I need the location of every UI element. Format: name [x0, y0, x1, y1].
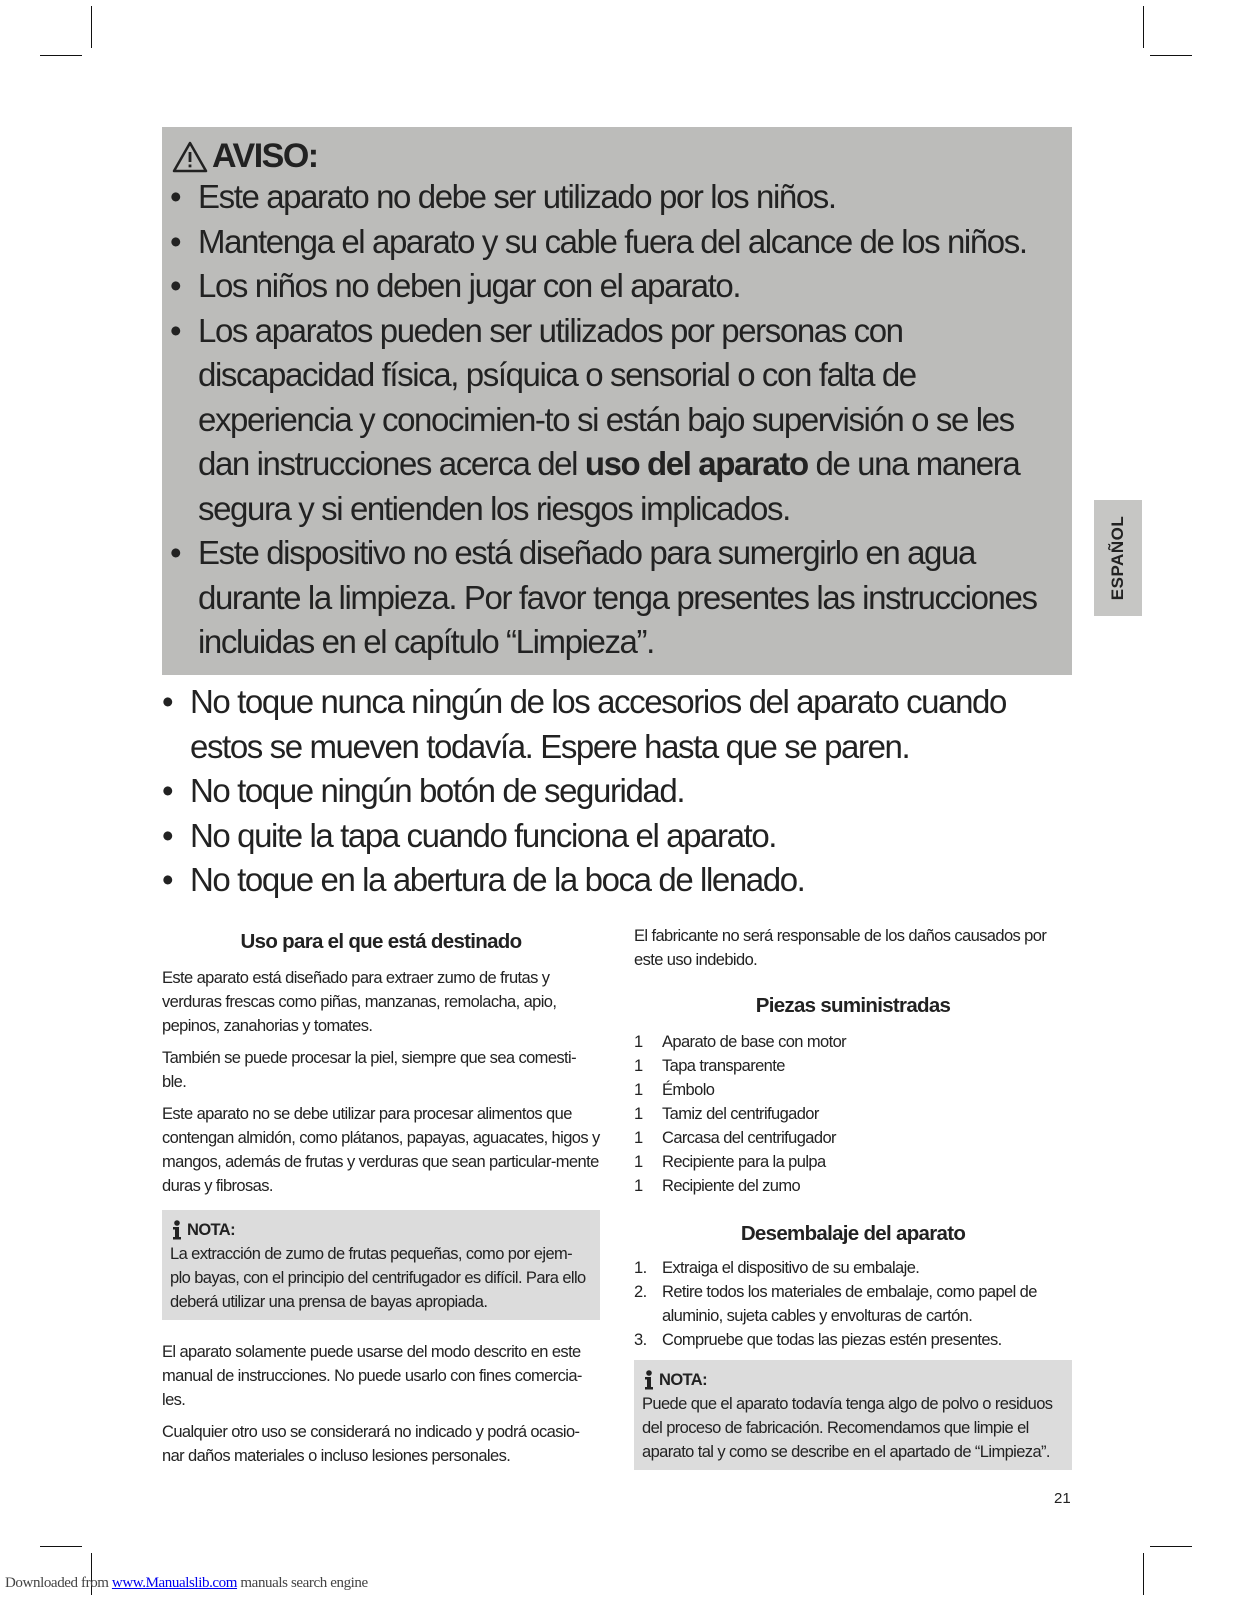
footer: Downloaded from www.Manualslib.com manuals search engine — [5, 1575, 368, 1591]
warning-item: • Este dispositivo no está diseñado para sumergirlo en agua durante la limpieza. Por favor tenga presentes las instrucciones incluidas en el capítulo “Limpieza”. — [162, 531, 1072, 665]
note-header — [170, 1218, 590, 1242]
info-icon — [170, 1220, 184, 1240]
list-item: 1 Tamiz del centrifugador — [634, 1105, 819, 1123]
crop-mark — [1150, 55, 1192, 56]
list-item: 1 Tapa transparente — [634, 1057, 785, 1075]
warning-item: • Los niños no deben jugar con el aparato. — [162, 264, 1072, 309]
info-icon — [642, 1370, 656, 1390]
safety-item: • No toque en la abertura de la boca de llenado. — [160, 858, 1080, 903]
right-column — [634, 927, 1072, 1490]
crop-mark — [1143, 1553, 1144, 1595]
paragraph: El aparato solamente puede usarse del modo descrito en este manual de instrucciones. No puede usarlo con fines comercia-les. — [162, 1343, 582, 1409]
crop-mark — [1143, 6, 1144, 48]
list-item: 1 Émbolo — [634, 1081, 715, 1099]
language-tab-label: ESPAÑOL — [1108, 515, 1128, 601]
warning-triangle-icon — [172, 141, 208, 173]
safety-list-section — [160, 680, 1080, 903]
parts-list — [634, 1030, 1072, 1198]
note-text: La extracción de zumo de frutas pequeñas, como por ejem-plo bayas, con el principio del centrifugador es difícil. Para ello deberá utilizar una prensa de bayas apropiada. — [170, 1245, 586, 1311]
warning-title — [172, 137, 318, 176]
paragraph: Este aparato no se debe utilizar para procesar alimentos que contengan almidón, como plátanos, papayas, aguacates, higos y mangos, además de frutas y verduras que sean particular-mente duras y fibrosas. — [162, 1105, 600, 1195]
note-header — [642, 1368, 1062, 1392]
safety-item: • No toque nunca ningún de los accesorios del aparato cuando estos se mueven todavía. Espere hasta que se paren. — [160, 680, 1080, 769]
note-box — [634, 1360, 1072, 1470]
crop-mark — [1150, 1546, 1192, 1547]
warning-box — [162, 127, 1072, 675]
manualslib-link[interactable]: www.Manualslib.com — [111, 1575, 238, 1591]
warning-item: • Mantenga el aparato y su cable fuera del alcance de los niños. — [162, 220, 1072, 265]
crop-mark — [40, 1546, 82, 1547]
parts-heading: Piezas suministradas — [755, 994, 951, 1017]
paragraph: Cualquier otro uso se considerará no indicado y podrá ocasio-nar daños materiales o incluso lesiones personales. — [162, 1423, 580, 1465]
warning-item: • Los aparatos pueden ser utilizados por personas con discapacidad física, psíquica o sensorial o con falta de experiencia y conocimien-to si están bajo supervisión o se les dan instrucciones acerca del uso del aparato de una manera segura y si entienden los riesgos implicados. — [162, 309, 1072, 532]
note-label: NOTA: — [659, 1371, 708, 1389]
warning-list — [162, 175, 1072, 665]
unpack-heading: Desembalaje del aparato — [740, 1222, 966, 1245]
paragraph: También se puede procesar la piel, siempre que sea comesti-ble. — [162, 1049, 576, 1091]
unpack-steps — [634, 1256, 1072, 1352]
list-item: 1 Recipiente del zumo — [634, 1177, 801, 1195]
paragraph: Este aparato está diseñado para extraer zumo de frutas y verduras frescas como piñas, manzanas, remolacha, apio, pepinos, zanahorias y tomates. — [162, 969, 557, 1035]
warning-item: • Este aparato no debe ser utilizado por los niños. — [162, 175, 1072, 220]
page-number: 21 — [1054, 1490, 1071, 1507]
note-text: Puede que el aparato todavía tenga algo de polvo o residuos del proceso de fabricación. Recomendamos que limpie el aparato tal y como se describe en el apartado de “Limpieza”. — [642, 1395, 1053, 1461]
step-item: 3. Compruebe que todas las piezas estén presentes. — [634, 1331, 1002, 1349]
bold-phrase: uso del aparato — [584, 445, 808, 482]
paragraph: El fabricante no será responsable de los daños causados por este uso indebido. — [634, 927, 1047, 969]
crop-mark — [40, 55, 82, 56]
note-box — [162, 1210, 600, 1320]
note-label: NOTA: — [187, 1221, 236, 1239]
intended-use-heading: Uso para el que está destinado — [240, 930, 522, 953]
intended-use-column — [162, 930, 600, 1476]
language-tab — [1094, 500, 1142, 616]
step-item: 2. Retire todos los materiales de embalaje, como papel de aluminio, sujeta cables y envolturas de cartón. — [634, 1283, 1037, 1325]
list-item: 1 Carcasa del centrifugador — [634, 1129, 836, 1147]
safety-item: • No quite la tapa cuando funciona el aparato. — [160, 814, 1080, 859]
safety-item: • No toque ningún botón de seguridad. — [160, 769, 1080, 814]
list-item: 1 Recipiente para la pulpa — [634, 1153, 826, 1171]
warning-title-text: AVISO: — [212, 137, 318, 175]
safety-list — [160, 680, 1080, 903]
step-item: 1. Extraiga el dispositivo de su embalaje. — [634, 1259, 920, 1277]
crop-mark — [91, 6, 92, 48]
list-item: 1 Aparato de base con motor — [634, 1033, 847, 1051]
